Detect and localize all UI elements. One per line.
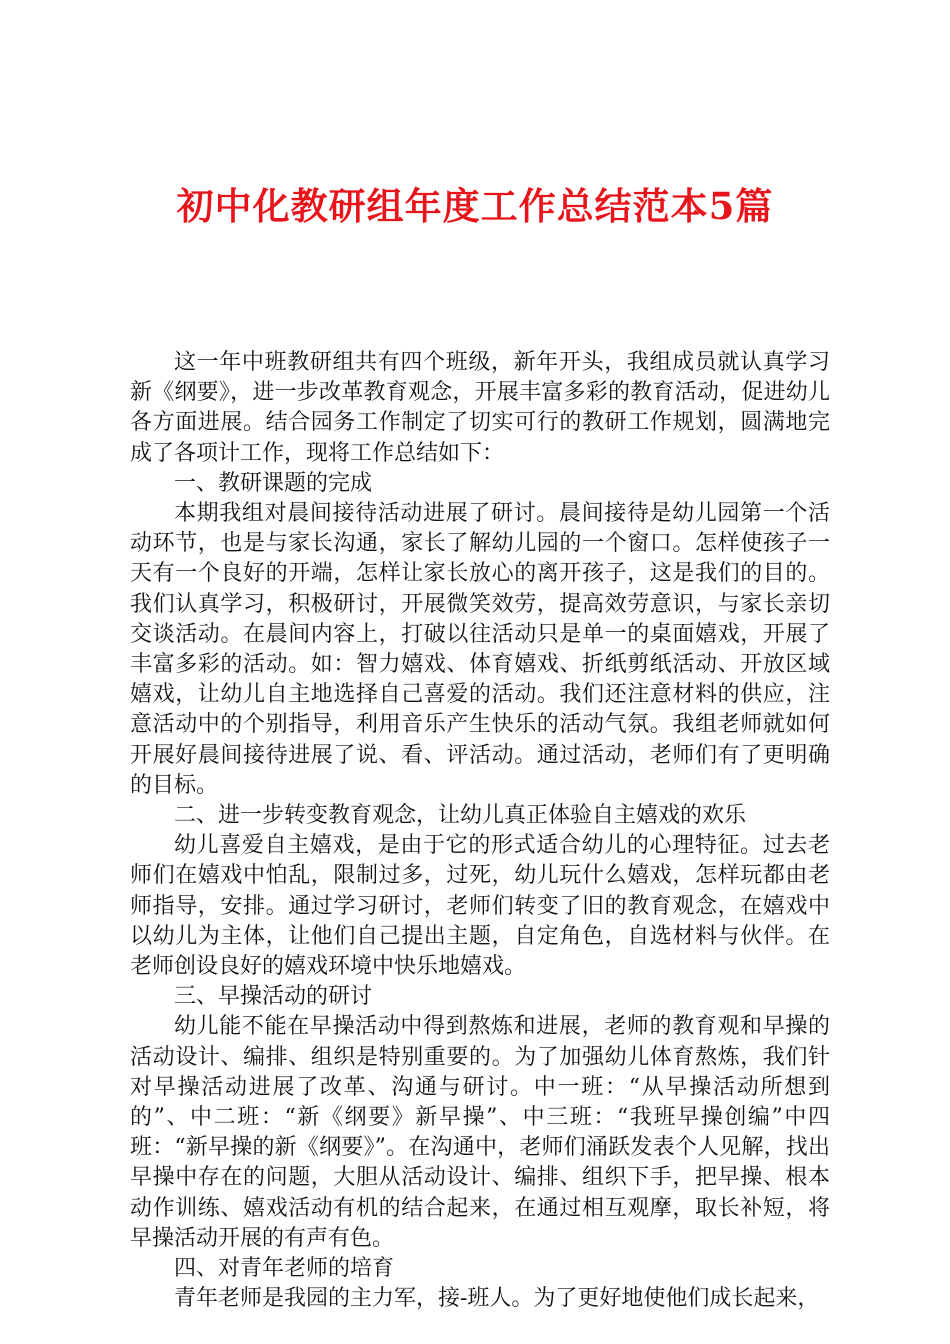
section-4-paragraph: 青年老师是我园的主力军，接-班人。为了更好地使他们成长起来， <box>174 1286 820 1312</box>
section-heading-2: 二、进一步转变教育观念，让幼儿真正体验自主嬉戏的欢乐 <box>174 803 747 829</box>
section-heading-3: 三、早操活动的研讨 <box>174 984 373 1010</box>
document-title: 初中化教研组年度工作总结范本5篇 <box>176 184 774 228</box>
section-3-paragraph: 幼儿能不能在早操活动中得到熬炼和进展，老师的教育观和早操的活动设计、编排、组织是特别重要的。为了加强幼儿体育熬炼，我们针对早操活动进展了改革、沟通与研讨。中一班：“从早操活动所想到的”、中二班：“新《纲要》新早操”、中三班：“我班早操创编”中四班：“新早操的新《纲要》”。在沟通中，老师们涌跃发表个人见解，找出早操中存在的问题，大胆从活动设计、编排、组织下手，把早操、根本动作训练、嬉戏活动有机的结合起来，在通过相互观摩，取长补短，将早操活动开展的有声有色。 <box>130 1014 830 1251</box>
intro-paragraph: 这一年中班教研组共有四个班级，新年开头，我组成员就认真学习新《纲要》，进一步改革教育观念，开展丰富多彩的教育活动，促进幼儿各方面进展。结合园务工作制定了切实可行的教研工作规划，圆满地完成了各项计工作，现将工作总结如下： <box>130 350 830 466</box>
section-heading-1: 一、教研课题的完成 <box>174 470 373 496</box>
section-heading-4: 四、对青年老师的培育 <box>174 1256 395 1282</box>
section-2-paragraph: 幼儿喜爱自主嬉戏，是由于它的形式适合幼儿的心理特征。过去老师们在嬉戏中怕乱，限制过多，过死，幼儿玩什么嬉戏，怎样玩都由老师指导，安排。通过学习研讨，老师们转变了旧的教育观念，在嬉戏中以幼儿为主体，让他们自己提出主题，自定角色，自选材料与伙伴。在老师创设良好的嬉戏环境中快乐地嬉戏。 <box>130 833 830 980</box>
document-body <box>130 348 830 1315</box>
section-1-paragraph: 本期我组对晨间接待活动进展了研讨。晨间接待是幼儿园第一个活动环节，也是与家长沟通，家长了解幼儿园的一个窗口。怎样使孩子一天有一个良好的开端，怎样让家长放心的离开孩子，这是我们的目的。我们认真学习，积极研讨，开展微笑效劳，提高效劳意识，与家长亲切交谈活动。在晨间内容上，打破以往活动只是单一的桌面嬉戏，开展了丰富多彩的活动。如：智力嬉戏、体育嬉戏、折纸剪纸活动、开放区域嬉戏，让幼儿自主地选择自己喜爱的活动。我们还注意材料的供应，注意活动中的个别指导，利用音乐产生快乐的活动气氛。我组老师就如何开展好晨间接待进展了说、看、评活动。通过活动，老师们有了更明确的目标。 <box>130 501 830 798</box>
